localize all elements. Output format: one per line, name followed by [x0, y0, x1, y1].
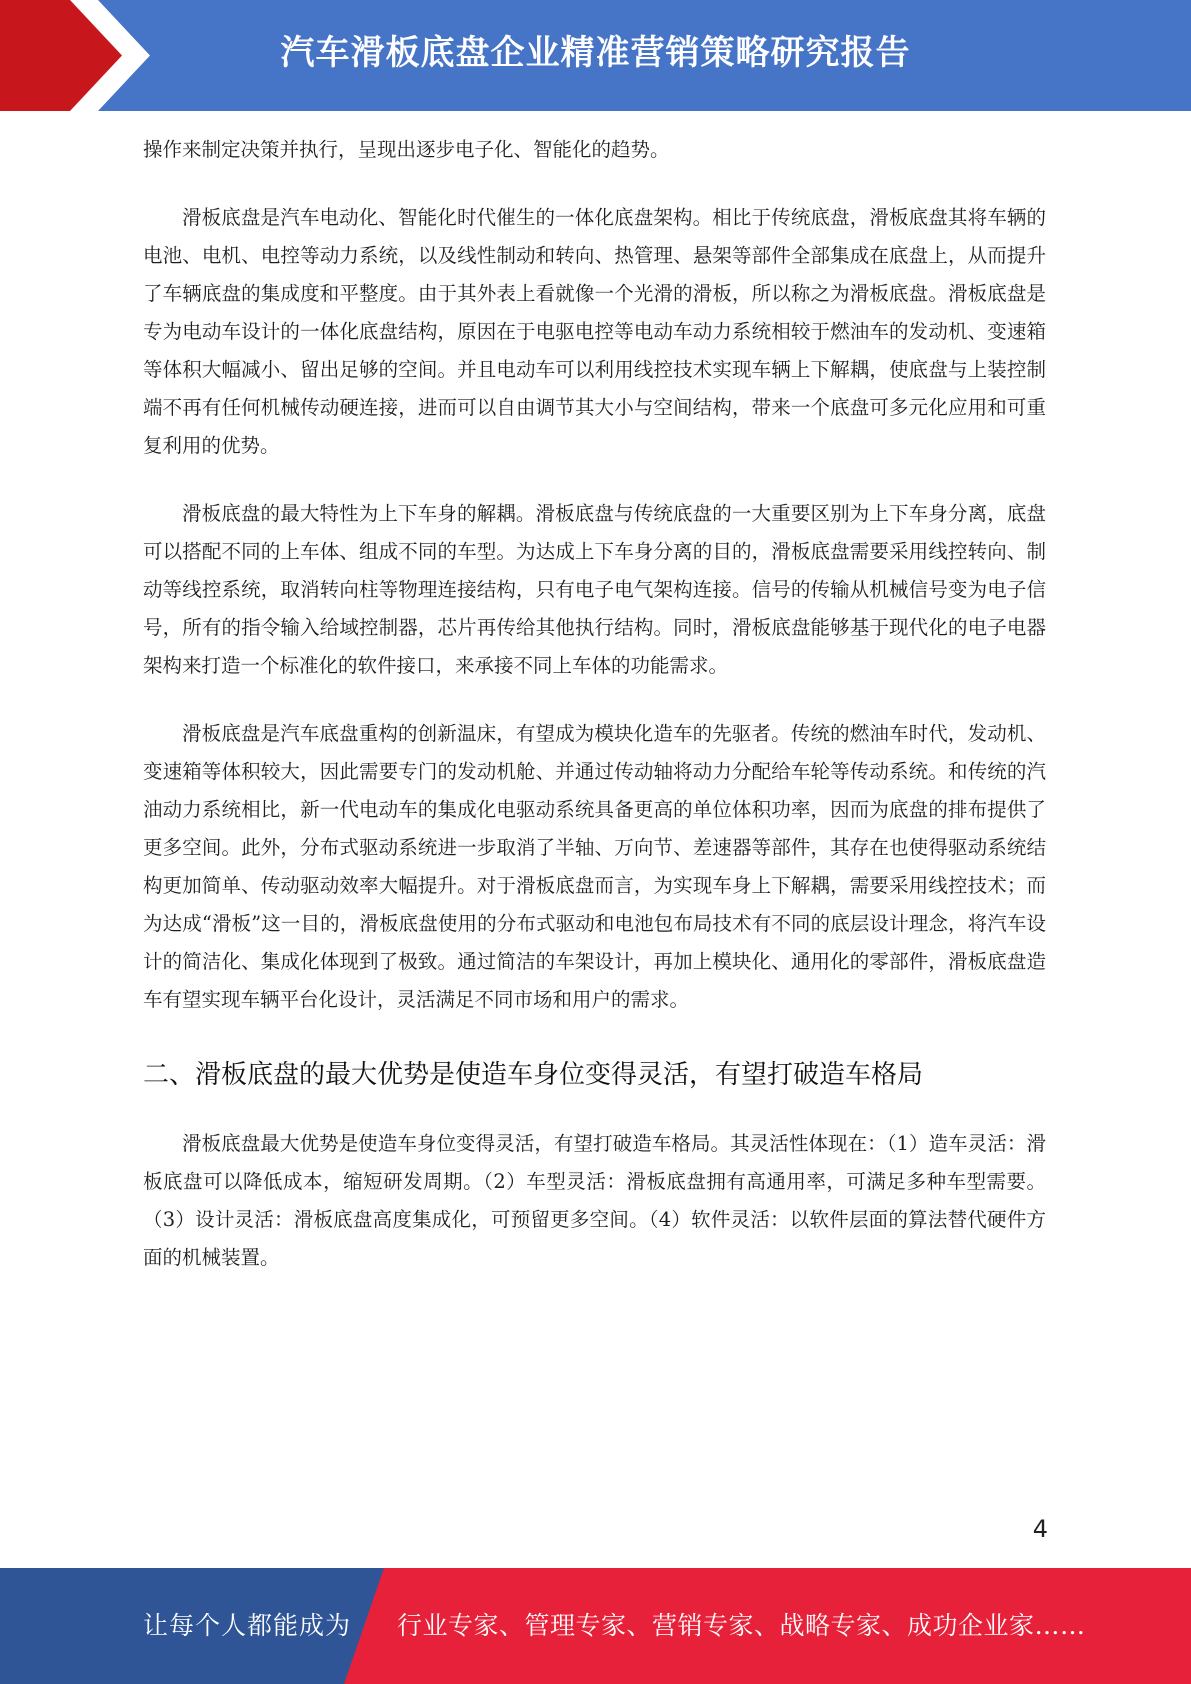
- paragraph: 滑板底盘是汽车电动化、智能化时代催生的一体化底盘架构。相比于传统底盘，滑板底盘其将车辆的电池、电机、电控等动力系统，以及线性制动和转向、热管理、悬架等部件全部集成在底盘上，从而提升了车辆底盘的集成度和平整度。由于其外表上看就像一个光滑的滑板，所以称之为滑板底盘。滑板底盘是专为电动车设计的一体化底盘结构，原因在于电驱电控等电动车动力系统相较于燃油车的发动机、变速箱等体积大幅减小、留出足够的空间。并且电动车可以利用线控技术实现车辆上下解耦，使底盘与上装控制端不再有任何机械传动硬连接，进而可以自由调节其大小与空间结构，带来一个底盘可多元化应用和可重复利用的优势。: [143, 206, 1046, 457]
- paragraph: 滑板底盘的最大特性为上下车身的解耦。滑板底盘与传统底盘的一大重要区别为上下车身分离，底盘可以搭配不同的上车体、组成不同的车型。为达成上下车身分离的目的，滑板底盘需要采用线控转向、制动等线控系统，取消转向柱等物理连接结构，只有电子电气架构连接。信号的传输从机械信号变为电子信号，所有的指令输入给域控制器，芯片再传给其他执行结构。同时，滑板底盘能够基于现代化的电子电器架构来打造一个标准化的软件接口，来承接不同上车体的功能需求。: [143, 502, 1046, 677]
- section-paragraph: 滑板底盘最大优势是使造车身位变得灵活，有望打破造车格局。其灵活性体现在：（1）造车灵活：滑板底盘可以降低成本，缩短研发周期。（2）车型灵活：滑板底盘拥有高通用率，可满足多种车型需要。（3）设计灵活：滑板底盘高度集成化，可预留更多空间。（4）软件灵活：以软件层面的算法替代硬件方面的机械装置。: [143, 1132, 1046, 1269]
- section-heading: 二、滑板底盘的最大优势是使造车身位变得灵活，有望打破造车格局: [143, 1060, 924, 1090]
- footer-slogan-left: 让每个人都能成为: [143, 1611, 352, 1640]
- main-content: [143, 131, 1046, 1277]
- document-title: 汽车滑板底盘企业精准营销策略研究报告: [280, 33, 911, 73]
- paragraph-continued: 操作来制定决策并执行，呈现出逐步电子化、智能化的趋势。: [143, 138, 670, 161]
- footer-slogan-right: 行业专家、管理专家、营销专家、战略专家、成功企业家……: [397, 1611, 1086, 1640]
- paragraph: 滑板底盘是汽车底盘重构的创新温床，有望成为模块化造车的先驱者。传统的燃油车时代，发动机、变速箱等体积较大，因此需要专门的发动机舱、并通过传动轴将动力分配给车轮等传动系统。和传统的汽油动力系统相比，新一代电动车的集成化电驱动系统具备更高的单位体积功率，因而为底盘的排布提供了更多空间。此外，分布式驱动系统进一步取消了半轴、万向节、差速器等部件，其存在也使得驱动系统结构更加简单、传动驱动效率大幅提升。对于滑板底盘而言，为实现车身上下解耦，需要采用线控技术；而为达成“滑板”这一目的，滑板底盘使用的分布式驱动和电池包布局技术有不同的底层设计理念，将汽车设计的简洁化、集成化体现到了极致。通过简洁的车架设计，再加上模块化、通用化的零部件，滑板底盘造车有望实现车辆平台化设计，灵活满足不同市场和用户的需求。: [143, 722, 1046, 1011]
- page-footer: [0, 1568, 1191, 1684]
- page-number: 4: [1032, 1515, 1048, 1543]
- header-arrow-decoration: [0, 0, 160, 111]
- page-header: [0, 0, 1191, 111]
